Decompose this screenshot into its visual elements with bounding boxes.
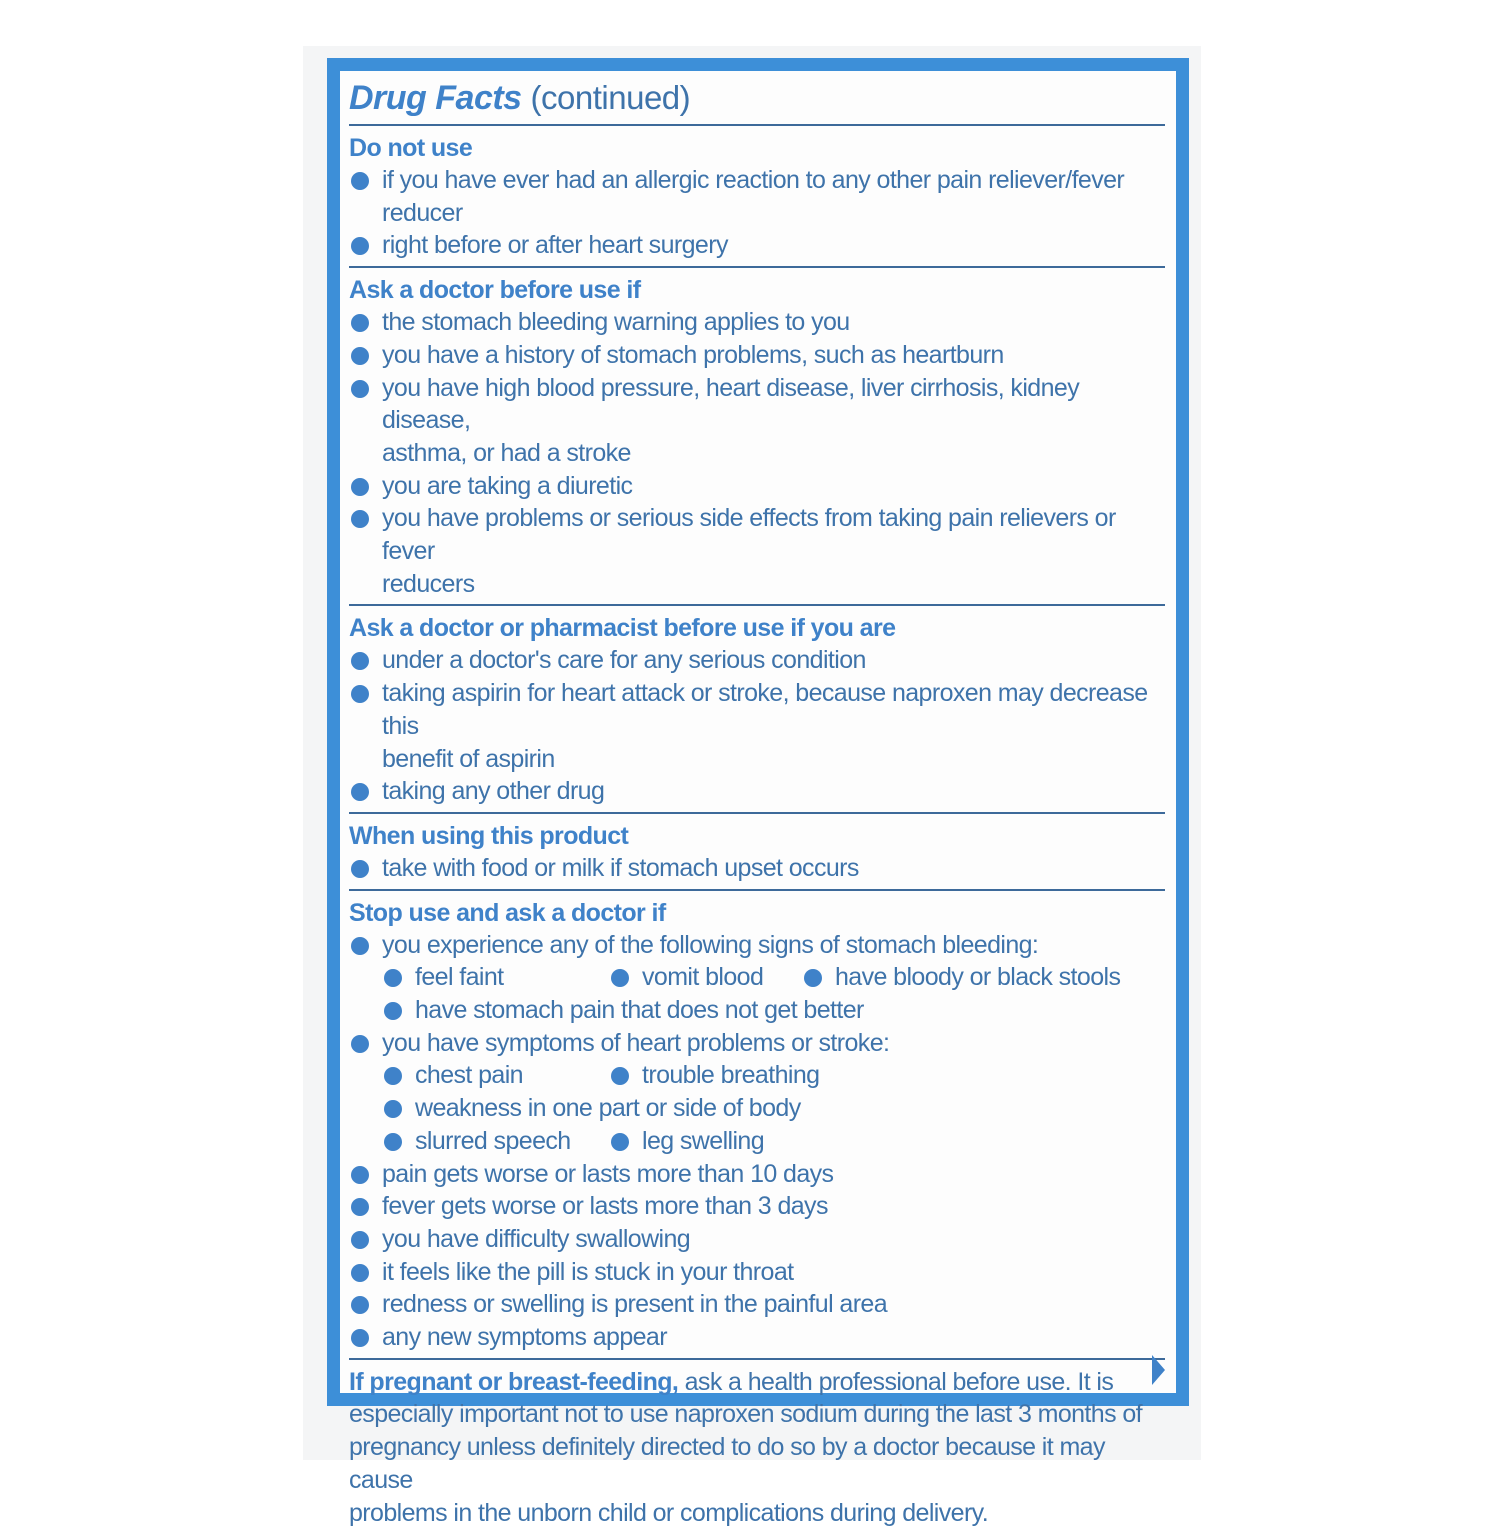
bullet-dot-icon xyxy=(351,510,369,528)
sub-item-label: vomit blood xyxy=(642,963,764,992)
list-item xyxy=(349,1288,1165,1321)
sub-list-row xyxy=(349,1059,1165,1092)
pregnant-line: pregnancy unless definitely directed to do so by a doctor because it may cause xyxy=(349,1433,1105,1494)
bullet-dot-icon xyxy=(351,652,369,670)
bullet-dot-icon xyxy=(351,1231,369,1249)
item-line: any new symptoms appear xyxy=(382,1323,667,1352)
bullet-dot-icon xyxy=(351,478,369,496)
list-item xyxy=(349,1158,1165,1191)
sub-item xyxy=(609,1059,819,1092)
item-line: reducer xyxy=(382,198,463,227)
list-item xyxy=(349,852,1165,885)
bullet-dot-icon xyxy=(351,314,369,332)
section-heading: When using this product xyxy=(349,821,629,850)
sub-item-label: weakness in one part or side of body xyxy=(415,1094,801,1123)
list-item xyxy=(349,339,1165,372)
item-line: reducers xyxy=(382,569,475,598)
bullet-dot-icon xyxy=(351,380,369,398)
pregnant-line: problems in the unborn child or complications during delivery. xyxy=(349,1498,989,1527)
item-line: you have difficulty swallowing xyxy=(382,1224,691,1253)
title-continued: (continued) xyxy=(530,79,691,116)
section-pregnant xyxy=(349,1360,1165,1529)
item-line: take with food or milk if stomach upset occurs xyxy=(382,853,859,882)
list-item xyxy=(349,929,1165,962)
item-line: right before or after heart surgery xyxy=(382,231,728,260)
sub-list-row xyxy=(349,1092,1165,1125)
item-line: you have problems or serious side effects from taking pain relievers or fever xyxy=(382,504,1116,566)
drug-facts-content xyxy=(349,76,1165,1529)
sub-item-label: slurred speech xyxy=(415,1126,571,1155)
section-heading: Ask a doctor before use if xyxy=(349,276,641,305)
bullet-dot-icon xyxy=(384,969,402,987)
title-strong: Drug Facts xyxy=(349,79,522,117)
bullet-dot-icon xyxy=(351,1264,369,1282)
sub-item xyxy=(382,1059,523,1092)
bullet-dot-icon xyxy=(351,237,369,255)
item-line: it feels like the pill is stuck in your throat xyxy=(382,1257,794,1286)
list-item xyxy=(349,470,1165,503)
item-line: asthma, or had a stroke xyxy=(382,438,631,467)
pregnant-line: especially important not to use naproxen sodium during the last 3 months of xyxy=(349,1400,1142,1429)
bullet-dot-icon xyxy=(384,1067,402,1085)
item-line: you have a history of stomach problems, such as heartburn xyxy=(382,340,1004,369)
bullet-dot-icon xyxy=(351,1329,369,1347)
bullet-dot-icon xyxy=(351,1166,369,1184)
sub-list-row xyxy=(349,961,1165,994)
sub-item-label: chest pain xyxy=(415,1061,523,1090)
sub-item xyxy=(802,961,1120,994)
sub-item-label: trouble breathing xyxy=(642,1061,820,1090)
item-line: redness or swelling is present in the painful area xyxy=(382,1290,888,1319)
pregnant-line xyxy=(349,1366,1165,1399)
bullet-dot-icon xyxy=(611,969,629,987)
bullet-dot-icon xyxy=(351,860,369,878)
sub-item xyxy=(382,1125,571,1158)
list-item xyxy=(349,372,1165,470)
sub-item xyxy=(382,961,504,994)
section-heading: Stop use and ask a doctor if xyxy=(349,898,666,927)
sub-item xyxy=(609,1125,764,1158)
pregnant-text: ask a health professional before use. It is xyxy=(678,1367,1114,1396)
list-item xyxy=(349,1190,1165,1223)
sub-item xyxy=(609,961,763,994)
drug-facts-title xyxy=(349,76,1165,124)
bullet-dot-icon xyxy=(351,937,369,955)
bullet-dot-icon xyxy=(384,1002,402,1020)
item-line: under a doctor's care for any serious condition xyxy=(382,646,866,675)
sub-item xyxy=(382,1092,801,1125)
item-line: you are taking a diuretic xyxy=(382,471,633,500)
item-line: the stomach bleeding warning applies to you xyxy=(382,308,850,337)
bullet-dot-icon xyxy=(351,783,369,801)
sub-list-row xyxy=(349,1125,1165,1158)
bullet-dot-icon xyxy=(351,1035,369,1053)
list-item xyxy=(349,1256,1165,1289)
list-item xyxy=(349,306,1165,339)
section-stop-use xyxy=(349,891,1165,1358)
bullet-dot-icon xyxy=(351,685,369,703)
list-item xyxy=(349,1223,1165,1256)
item-line: benefit of aspirin xyxy=(382,744,555,773)
bullet-dot-icon xyxy=(351,1296,369,1314)
item-line: you have high blood pressure, heart disease, liver cirrhosis, kidney disease, xyxy=(382,373,1080,435)
list-item xyxy=(349,775,1165,808)
item-line: pain gets worse or lasts more than 10 days xyxy=(382,1159,834,1188)
sub-list-row xyxy=(349,994,1165,1027)
list-item xyxy=(349,229,1165,262)
item-line: you have symptoms of heart problems or stroke: xyxy=(382,1028,890,1057)
list-item xyxy=(349,677,1165,775)
item-line: taking any other drug xyxy=(382,777,605,806)
bullet-dot-icon xyxy=(804,969,822,987)
bullet-dot-icon xyxy=(611,1067,629,1085)
sub-item-label: feel faint xyxy=(415,963,504,992)
pregnant-lead: If pregnant or breast-feeding, xyxy=(349,1367,679,1396)
list-item xyxy=(349,502,1165,600)
bullet-dot-icon xyxy=(351,172,369,190)
section-heading: Do not use xyxy=(349,134,473,162)
bullet-dot-icon xyxy=(384,1100,402,1118)
item-line: if you have ever had an allergic reaction to any other pain reliever/fever xyxy=(382,166,1125,194)
list-item xyxy=(349,1027,1165,1060)
item-line: fever gets worse or lasts more than 3 days xyxy=(382,1192,828,1221)
list-item xyxy=(349,164,1165,229)
bullet-dot-icon xyxy=(384,1133,402,1151)
section-heading: Ask a doctor or pharmacist before use if you are xyxy=(349,614,896,643)
sub-item-label: leg swelling xyxy=(642,1126,765,1155)
section-do-not-use xyxy=(349,126,1165,266)
sub-item-label: have bloody or black stools xyxy=(835,963,1121,992)
list-item xyxy=(349,1321,1165,1354)
item-line: taking aspirin for heart attack or stroke, because naproxen may decrease this xyxy=(382,679,1148,740)
continue-arrow-icon xyxy=(1152,1355,1165,1385)
item-line: you experience any of the following signs of stomach bleeding: xyxy=(382,930,1039,959)
bullet-dot-icon xyxy=(611,1133,629,1151)
sub-item-label: have stomach pain that does not get better xyxy=(415,996,864,1025)
list-item xyxy=(349,644,1165,677)
section-ask-doctor xyxy=(349,268,1165,604)
sub-item xyxy=(382,994,864,1027)
bullet-dot-icon xyxy=(351,1198,369,1216)
bullet-dot-icon xyxy=(351,347,369,365)
section-ask-pharmacist xyxy=(349,606,1165,812)
section-when-using xyxy=(349,814,1165,889)
